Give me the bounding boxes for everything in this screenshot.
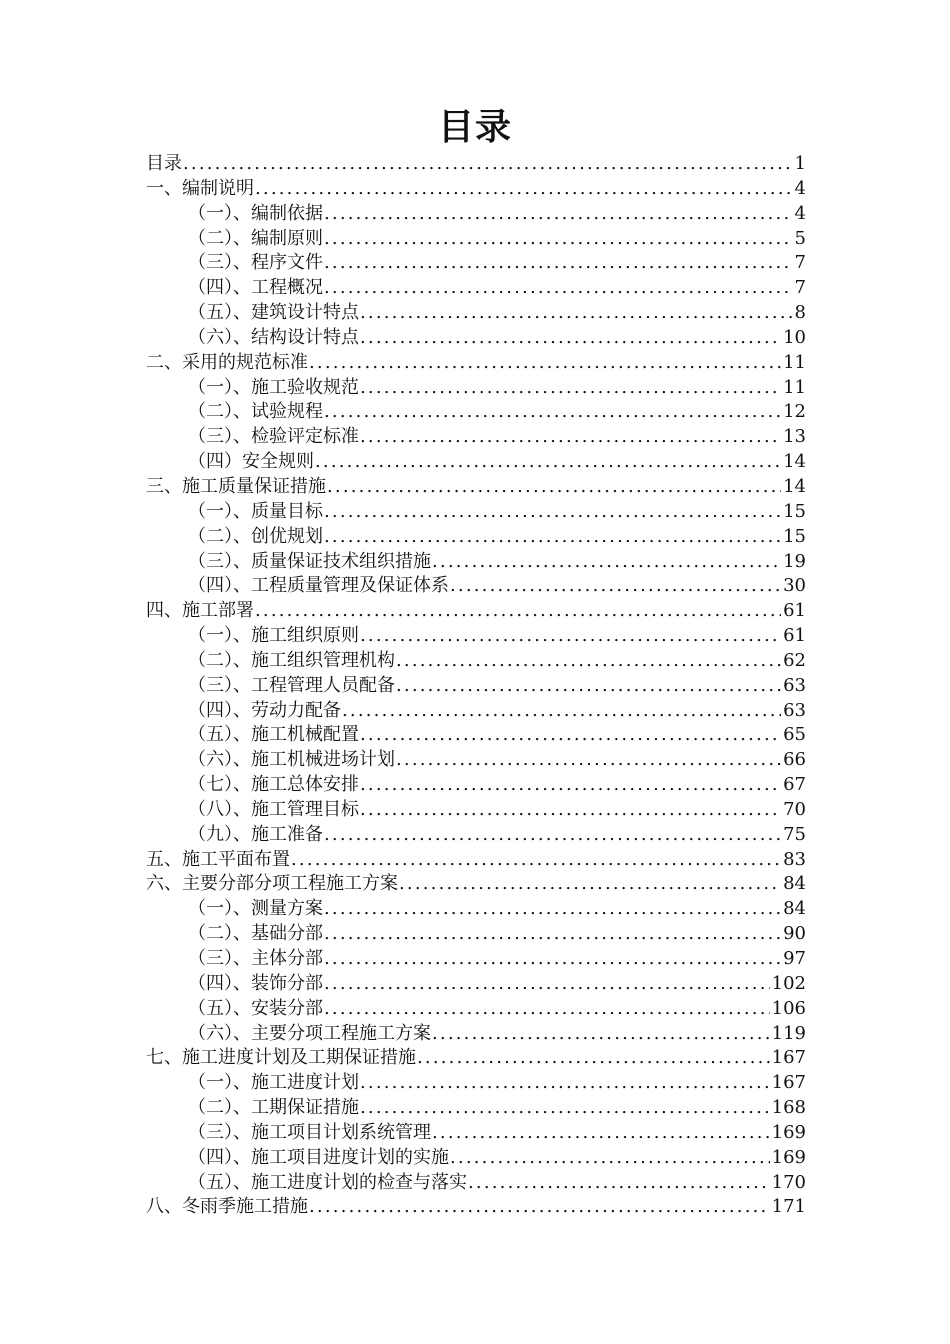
toc-dot-leader [183, 152, 793, 177]
toc-dot-leader [324, 276, 793, 301]
toc-entry-label: （一）、质量目标 [188, 500, 323, 522]
toc-dot-leader [360, 723, 781, 748]
toc-dot-leader [360, 624, 781, 649]
toc-page-number: 169 [771, 1146, 806, 1168]
toc-page-number: 4 [794, 202, 806, 224]
toc-entry[interactable] [146, 152, 806, 177]
toc-entry[interactable] [146, 500, 806, 525]
toc-dot-leader [360, 425, 781, 450]
toc-dot-leader [324, 997, 770, 1022]
toc-entry[interactable] [146, 897, 806, 922]
toc-entry[interactable] [146, 823, 806, 848]
toc-dot-leader [432, 1121, 770, 1146]
toc-entry-label: （四）安全规则 [188, 451, 314, 473]
toc-entry-label: （三）、主体分部 [188, 948, 323, 969]
toc-entry[interactable] [146, 624, 806, 649]
toc-dot-leader [360, 798, 781, 823]
toc-dot-leader [360, 773, 781, 798]
toc-entry-label: 八、冬雨季施工措施 [146, 1196, 308, 1218]
toc-entry-label: （六）、结构设计特点 [188, 326, 359, 348]
toc-entry-label: 一、编制说明 [146, 177, 254, 199]
toc-page-number: 61 [783, 600, 806, 622]
toc-entry[interactable] [146, 276, 806, 301]
toc-entry[interactable] [146, 947, 806, 972]
toc-dot-leader [255, 177, 793, 202]
toc-page-number: 63 [783, 674, 806, 696]
toc-dot-leader [396, 649, 781, 674]
toc-entry[interactable] [146, 425, 806, 450]
toc-page-number: 30 [783, 575, 806, 597]
toc-entry[interactable] [146, 326, 806, 351]
toc-page-number: 7 [794, 252, 806, 274]
toc-dot-leader [360, 326, 781, 351]
toc-dot-leader [360, 301, 793, 326]
toc-entry[interactable] [146, 177, 806, 202]
toc-page-number: 65 [783, 724, 806, 746]
toc-page-number: 62 [783, 649, 806, 671]
toc-entry[interactable] [146, 699, 806, 724]
toc-entry-label: （一）、测量方案 [188, 898, 323, 920]
toc-entry[interactable] [146, 301, 806, 326]
toc-page-number: 170 [771, 1171, 806, 1193]
toc-entry[interactable] [146, 798, 806, 823]
toc-dot-leader [309, 1195, 770, 1220]
toc-dot-leader [324, 972, 770, 997]
toc-dot-leader [360, 1071, 770, 1096]
toc-entry[interactable] [146, 1195, 806, 1220]
toc-page-number: 11 [783, 376, 806, 398]
toc-dot-leader [399, 872, 781, 897]
toc-dot-leader [324, 400, 781, 425]
toc-entry[interactable] [146, 525, 806, 550]
toc-entry-label: （六）、主要分项工程施工方案 [188, 1022, 431, 1044]
page-title: 目录 [437, 107, 512, 149]
toc-entry-label: （五）、建筑设计特点 [188, 302, 359, 324]
toc-page-number: 119 [771, 1022, 806, 1044]
toc-entry[interactable] [146, 450, 806, 475]
toc-entry[interactable] [146, 1121, 806, 1146]
toc-entry-label: （二）、创优规划 [188, 525, 323, 547]
toc-entry[interactable] [146, 1096, 806, 1121]
toc-dot-leader [324, 525, 781, 550]
toc-entry[interactable] [146, 574, 806, 599]
toc-entry-label: （四）、工程概况 [188, 277, 323, 299]
table-of-contents [146, 152, 806, 1220]
toc-entry-label: （三）、质量保证技术组织措施 [188, 550, 431, 572]
toc-page-number: 169 [771, 1121, 806, 1143]
toc-dot-leader [309, 351, 781, 376]
toc-dot-leader [324, 947, 781, 972]
toc-dot-leader [360, 376, 781, 401]
toc-dot-leader [468, 1171, 770, 1196]
toc-entry[interactable] [146, 1022, 806, 1047]
toc-page-number: 12 [783, 401, 806, 423]
toc-entry[interactable] [146, 972, 806, 997]
toc-entry-label: （一）、施工进度计划 [188, 1072, 359, 1094]
toc-dot-leader [342, 699, 781, 724]
toc-dot-leader [450, 574, 781, 599]
toc-entry[interactable] [146, 376, 806, 401]
toc-entry-label: （三）、施工项目计划系统管理 [188, 1121, 431, 1143]
toc-page-number: 106 [771, 997, 806, 1019]
toc-page-number: 168 [771, 1097, 806, 1119]
toc-entry[interactable] [146, 723, 806, 748]
toc-page-number: 67 [783, 774, 806, 796]
toc-page-number: 14 [783, 475, 806, 497]
toc-entry-label: （三）、检验评定标准 [188, 426, 359, 448]
toc-page-number: 83 [783, 848, 806, 870]
toc-entry[interactable] [146, 550, 806, 575]
toc-page-number: 8 [794, 302, 806, 324]
toc-page-number: 75 [783, 823, 806, 845]
toc-page-number: 13 [783, 426, 806, 448]
toc-dot-leader [324, 227, 793, 252]
toc-entry-label: （一）、施工组织原则 [188, 625, 359, 647]
toc-entry[interactable] [146, 202, 806, 227]
toc-entry-label: （八）、施工管理目标 [188, 798, 359, 820]
toc-entry[interactable] [146, 922, 806, 947]
toc-entry-label: （三）、工程管理人员配备 [188, 674, 395, 696]
toc-page-number: 11 [783, 351, 806, 373]
toc-dot-leader [432, 1022, 770, 1047]
toc-entry[interactable] [146, 351, 806, 376]
toc-dot-leader [360, 1096, 770, 1121]
toc-entry[interactable] [146, 773, 806, 798]
toc-page-number: 15 [783, 500, 806, 522]
toc-dot-leader [324, 897, 781, 922]
toc-entry-label: 四、施工部署 [146, 600, 254, 622]
toc-entry-label: （一）、施工验收规范 [188, 376, 359, 398]
toc-entry-label: （六）、施工机械进场计划 [188, 749, 395, 771]
toc-page-number: 4 [794, 177, 806, 199]
toc-page-number: 15 [783, 525, 806, 547]
toc-page-number: 63 [783, 699, 806, 721]
toc-page-number: 90 [783, 923, 806, 945]
toc-page-number: 10 [783, 326, 806, 348]
toc-entry[interactable] [146, 1171, 806, 1196]
toc-page-number: 61 [783, 625, 806, 647]
toc-entry[interactable] [146, 227, 806, 252]
toc-page-number: 167 [771, 1072, 806, 1094]
toc-entry-label: 二、采用的规范标准 [146, 351, 308, 373]
toc-dot-leader [324, 823, 781, 848]
toc-entry-label: 七、施工进度计划及工期保证措施 [146, 1047, 416, 1069]
toc-entry[interactable] [146, 674, 806, 699]
toc-entry[interactable] [146, 649, 806, 674]
toc-entry-label: （三）、程序文件 [188, 252, 323, 274]
toc-entry-label: （二）、基础分部 [188, 923, 323, 945]
toc-entry-label: 目录 [146, 153, 182, 174]
toc-dot-leader [450, 1146, 770, 1171]
toc-entry[interactable] [146, 1071, 806, 1096]
toc-entry[interactable] [146, 475, 806, 500]
toc-entry-label: （五）、安装分部 [188, 997, 323, 1019]
toc-dot-leader [417, 1046, 770, 1071]
toc-entry-label: （五）、施工进度计划的检查与落实 [188, 1171, 467, 1193]
toc-entry[interactable] [146, 599, 806, 624]
toc-entry[interactable] [146, 997, 806, 1022]
toc-entry-label: （四）、装饰分部 [188, 972, 323, 994]
toc-dot-leader [315, 450, 781, 475]
toc-entry[interactable] [146, 748, 806, 773]
toc-page-number: 84 [783, 898, 806, 920]
toc-entry-label: （五）、施工机械配置 [188, 724, 359, 746]
toc-entry-label: （一）、编制依据 [188, 202, 323, 224]
toc-entry-label: （二）、编制原则 [188, 227, 323, 249]
toc-page-number: 70 [783, 798, 806, 820]
toc-entry-label: （四）、劳动力配备 [188, 699, 341, 721]
toc-page-number: 7 [794, 277, 806, 299]
toc-dot-leader [432, 550, 781, 575]
toc-entry-label: （二）、施工组织管理机构 [188, 649, 395, 671]
toc-dot-leader [291, 848, 781, 873]
toc-entry-label: （二）、试验规程 [188, 401, 323, 423]
toc-page-number: 97 [783, 948, 806, 969]
toc-page-number: 1 [794, 153, 806, 174]
toc-entry[interactable] [146, 1146, 806, 1171]
toc-entry-label: （二）、工期保证措施 [188, 1097, 359, 1119]
toc-page-number: 14 [783, 451, 806, 473]
toc-dot-leader [324, 500, 781, 525]
toc-dot-leader [324, 202, 793, 227]
toc-entry-label: 五、施工平面布置 [146, 848, 290, 870]
toc-entry-label: （四）、工程质量管理及保证体系 [188, 575, 449, 597]
toc-entry[interactable] [146, 848, 806, 873]
toc-dot-leader [396, 674, 781, 699]
toc-page-number: 5 [794, 227, 806, 249]
toc-page-number: 167 [771, 1047, 806, 1069]
toc-entry-label: （九）、施工准备 [188, 823, 323, 845]
toc-page-number: 84 [783, 873, 806, 895]
toc-entry[interactable] [146, 872, 806, 897]
toc-entry[interactable] [146, 251, 806, 276]
toc-page-number: 171 [771, 1196, 806, 1218]
toc-page-number: 66 [783, 749, 806, 771]
toc-entry-label: （七）、施工总体安排 [188, 774, 359, 796]
toc-entry[interactable] [146, 1046, 806, 1071]
toc-page-number: 19 [783, 550, 806, 572]
toc-dot-leader [255, 599, 781, 624]
toc-entry[interactable] [146, 400, 806, 425]
toc-dot-leader [324, 251, 793, 276]
toc-dot-leader [396, 748, 781, 773]
toc-dot-leader [324, 922, 781, 947]
toc-entry-label: 三、施工质量保证措施 [146, 475, 326, 497]
toc-entry-label: （四）、施工项目进度计划的实施 [188, 1146, 449, 1168]
toc-entry-label: 六、主要分部分项工程施工方案 [146, 873, 398, 895]
toc-dot-leader [327, 475, 781, 500]
toc-page-number: 102 [771, 972, 806, 994]
